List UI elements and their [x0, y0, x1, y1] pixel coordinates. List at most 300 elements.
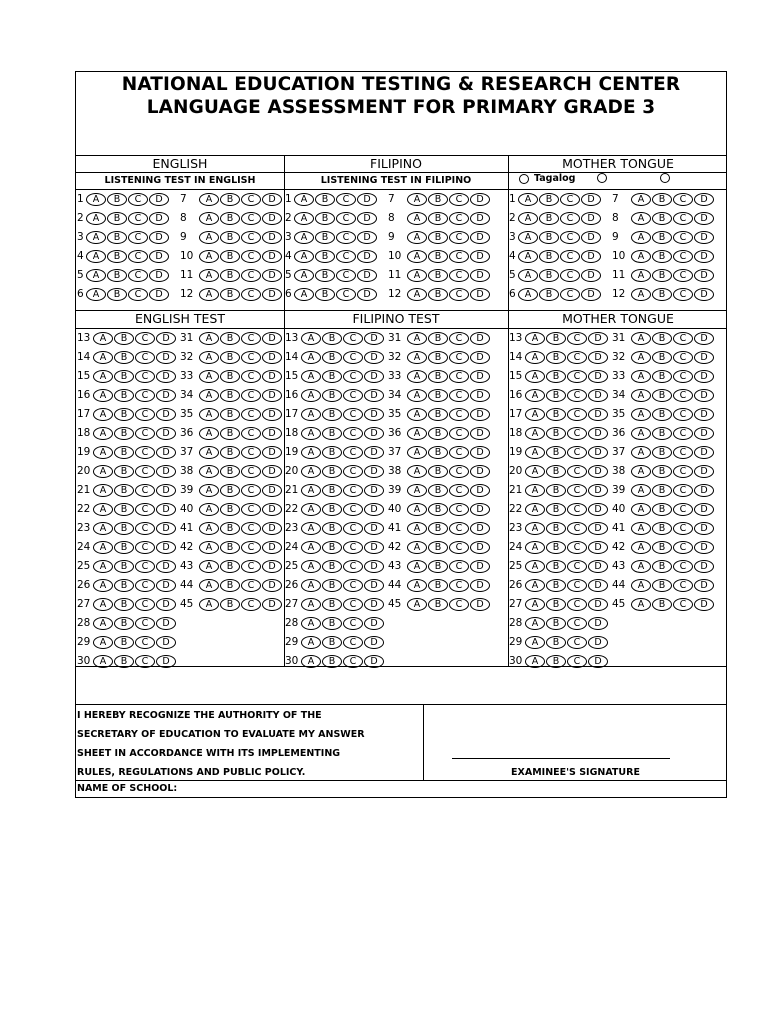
answer-bubble-d[interactable]: D — [588, 541, 608, 554]
answer-bubble-a[interactable]: A — [199, 288, 219, 301]
answer-bubble-c[interactable]: C — [567, 541, 587, 554]
answer-bubble-d[interactable]: D — [364, 427, 384, 440]
answer-bubble-a[interactable]: A — [518, 231, 538, 244]
answer-bubble-b[interactable]: B — [539, 288, 559, 301]
answer-bubble-d[interactable]: D — [156, 408, 176, 421]
answer-bubble-b[interactable]: B — [322, 427, 342, 440]
answer-bubble-c[interactable]: C — [560, 269, 580, 282]
answer-bubble-c[interactable]: C — [241, 288, 261, 301]
answer-bubble-a[interactable]: A — [199, 351, 219, 364]
answer-bubble-a[interactable]: A — [525, 427, 545, 440]
answer-bubble-c[interactable]: C — [336, 250, 356, 263]
answer-bubble-b[interactable]: B — [322, 636, 342, 649]
answer-bubble-d[interactable]: D — [588, 389, 608, 402]
answer-bubble-b[interactable]: B — [220, 389, 240, 402]
answer-bubble-c[interactable]: C — [449, 427, 469, 440]
answer-bubble-c[interactable]: C — [241, 465, 261, 478]
answer-bubble-a[interactable]: A — [93, 332, 113, 345]
answer-bubble-c[interactable]: C — [241, 250, 261, 263]
answer-bubble-c[interactable]: C — [241, 560, 261, 573]
answer-bubble-d[interactable]: D — [470, 193, 490, 206]
answer-bubble-a[interactable]: A — [199, 427, 219, 440]
answer-bubble-c[interactable]: C — [449, 579, 469, 592]
answer-bubble-d[interactable]: D — [156, 446, 176, 459]
answer-bubble-d[interactable]: D — [262, 484, 282, 497]
answer-bubble-c[interactable]: C — [673, 541, 693, 554]
answer-bubble-a[interactable]: A — [525, 370, 545, 383]
answer-bubble-c[interactable]: C — [241, 212, 261, 225]
answer-bubble-c[interactable]: C — [673, 370, 693, 383]
answer-bubble-a[interactable]: A — [518, 250, 538, 263]
answer-bubble-c[interactable]: C — [241, 522, 261, 535]
answer-bubble-a[interactable]: A — [301, 427, 321, 440]
answer-bubble-c[interactable]: C — [128, 288, 148, 301]
answer-bubble-a[interactable]: A — [93, 351, 113, 364]
answer-bubble-c[interactable]: C — [135, 598, 155, 611]
answer-bubble-a[interactable]: A — [93, 617, 113, 630]
answer-bubble-d[interactable]: D — [357, 269, 377, 282]
answer-bubble-d[interactable]: D — [149, 269, 169, 282]
answer-bubble-c[interactable]: C — [567, 446, 587, 459]
answer-bubble-d[interactable]: D — [470, 408, 490, 421]
answer-bubble-a[interactable]: A — [407, 370, 427, 383]
answer-bubble-d[interactable]: D — [581, 212, 601, 225]
answer-bubble-c[interactable]: C — [567, 636, 587, 649]
answer-bubble-b[interactable]: B — [322, 522, 342, 535]
answer-bubble-b[interactable]: B — [546, 522, 566, 535]
answer-bubble-d[interactable]: D — [694, 408, 714, 421]
answer-bubble-d[interactable]: D — [581, 231, 601, 244]
answer-bubble-a[interactable]: A — [631, 231, 651, 244]
answer-bubble-b[interactable]: B — [220, 288, 240, 301]
answer-bubble-c[interactable]: C — [449, 212, 469, 225]
answer-bubble-b[interactable]: B — [114, 617, 134, 630]
answer-bubble-a[interactable]: A — [199, 541, 219, 554]
answer-bubble-d[interactable]: D — [694, 465, 714, 478]
answer-bubble-a[interactable]: A — [407, 389, 427, 402]
answer-bubble-d[interactable]: D — [694, 427, 714, 440]
answer-bubble-c[interactable]: C — [241, 598, 261, 611]
answer-bubble-b[interactable]: B — [322, 465, 342, 478]
answer-bubble-c[interactable]: C — [241, 446, 261, 459]
answer-bubble-a[interactable]: A — [525, 579, 545, 592]
answer-bubble-b[interactable]: B — [546, 427, 566, 440]
answer-bubble-a[interactable]: A — [199, 332, 219, 345]
answer-bubble-d[interactable]: D — [262, 231, 282, 244]
answer-bubble-d[interactable]: D — [694, 250, 714, 263]
answer-bubble-d[interactable]: D — [588, 351, 608, 364]
answer-bubble-d[interactable]: D — [156, 541, 176, 554]
answer-bubble-c[interactable]: C — [343, 351, 363, 364]
answer-bubble-b[interactable]: B — [114, 541, 134, 554]
answer-bubble-a[interactable]: A — [407, 288, 427, 301]
answer-bubble-d[interactable]: D — [156, 617, 176, 630]
answer-bubble-c[interactable]: C — [336, 269, 356, 282]
answer-bubble-d[interactable]: D — [470, 231, 490, 244]
answer-bubble-a[interactable]: A — [631, 503, 651, 516]
answer-bubble-b[interactable]: B — [652, 503, 672, 516]
answer-bubble-d[interactable]: D — [694, 560, 714, 573]
answer-bubble-d[interactable]: D — [470, 579, 490, 592]
answer-bubble-a[interactable]: A — [525, 636, 545, 649]
answer-bubble-a[interactable]: A — [631, 193, 651, 206]
answer-bubble-c[interactable]: C — [449, 465, 469, 478]
answer-bubble-a[interactable]: A — [199, 579, 219, 592]
answer-bubble-d[interactable]: D — [694, 332, 714, 345]
answer-bubble-c[interactable]: C — [135, 636, 155, 649]
answer-bubble-c[interactable]: C — [128, 212, 148, 225]
answer-bubble-a[interactable]: A — [518, 193, 538, 206]
answer-bubble-d[interactable]: D — [262, 193, 282, 206]
answer-bubble-c[interactable]: C — [343, 655, 363, 668]
answer-bubble-b[interactable]: B — [652, 370, 672, 383]
answer-bubble-a[interactable]: A — [93, 655, 113, 668]
answer-bubble-b[interactable]: B — [322, 446, 342, 459]
answer-bubble-b[interactable]: B — [428, 193, 448, 206]
answer-bubble-d[interactable]: D — [694, 351, 714, 364]
answer-bubble-a[interactable]: A — [301, 370, 321, 383]
answer-bubble-c[interactable]: C — [343, 370, 363, 383]
answer-bubble-b[interactable]: B — [428, 332, 448, 345]
answer-bubble-b[interactable]: B — [652, 598, 672, 611]
answer-bubble-a[interactable]: A — [301, 446, 321, 459]
answer-bubble-b[interactable]: B — [428, 484, 448, 497]
answer-bubble-d[interactable]: D — [364, 579, 384, 592]
answer-bubble-b[interactable]: B — [315, 212, 335, 225]
answer-bubble-c[interactable]: C — [567, 503, 587, 516]
answer-bubble-a[interactable]: A — [301, 351, 321, 364]
answer-bubble-c[interactable]: C — [449, 351, 469, 364]
answer-bubble-d[interactable]: D — [470, 598, 490, 611]
answer-bubble-a[interactable]: A — [301, 465, 321, 478]
answer-bubble-c[interactable]: C — [449, 332, 469, 345]
answer-bubble-b[interactable]: B — [428, 446, 448, 459]
answer-bubble-a[interactable]: A — [199, 560, 219, 573]
answer-bubble-d[interactable]: D — [364, 370, 384, 383]
answer-bubble-b[interactable]: B — [220, 332, 240, 345]
answer-bubble-d[interactable]: D — [364, 351, 384, 364]
answer-bubble-c[interactable]: C — [560, 250, 580, 263]
answer-bubble-a[interactable]: A — [525, 598, 545, 611]
answer-bubble-b[interactable]: B — [652, 408, 672, 421]
answer-bubble-a[interactable]: A — [631, 427, 651, 440]
answer-bubble-c[interactable]: C — [241, 370, 261, 383]
answer-bubble-d[interactable]: D — [156, 503, 176, 516]
answer-bubble-b[interactable]: B — [428, 351, 448, 364]
answer-bubble-b[interactable]: B — [652, 541, 672, 554]
answer-bubble-a[interactable]: A — [631, 598, 651, 611]
answer-bubble-c[interactable]: C — [673, 408, 693, 421]
answer-bubble-b[interactable]: B — [652, 193, 672, 206]
answer-bubble-a[interactable]: A — [294, 288, 314, 301]
answer-bubble-c[interactable]: C — [135, 332, 155, 345]
answer-bubble-b[interactable]: B — [220, 351, 240, 364]
answer-bubble-b[interactable]: B — [114, 408, 134, 421]
answer-bubble-d[interactable]: D — [470, 522, 490, 535]
answer-bubble-d[interactable]: D — [364, 389, 384, 402]
answer-bubble-d[interactable]: D — [262, 269, 282, 282]
answer-bubble-a[interactable]: A — [93, 541, 113, 554]
answer-bubble-b[interactable]: B — [652, 465, 672, 478]
answer-bubble-b[interactable]: B — [428, 370, 448, 383]
answer-bubble-c[interactable]: C — [343, 560, 363, 573]
answer-bubble-a[interactable]: A — [631, 288, 651, 301]
answer-bubble-d[interactable]: D — [588, 427, 608, 440]
answer-bubble-c[interactable]: C — [336, 212, 356, 225]
answer-bubble-c[interactable]: C — [135, 351, 155, 364]
answer-bubble-a[interactable]: A — [86, 193, 106, 206]
answer-bubble-c[interactable]: C — [560, 288, 580, 301]
answer-bubble-b[interactable]: B — [107, 288, 127, 301]
answer-bubble-a[interactable]: A — [407, 522, 427, 535]
answer-bubble-d[interactable]: D — [694, 541, 714, 554]
answer-bubble-a[interactable]: A — [294, 269, 314, 282]
answer-bubble-d[interactable]: D — [588, 560, 608, 573]
answer-bubble-a[interactable]: A — [407, 231, 427, 244]
answer-bubble-b[interactable]: B — [220, 598, 240, 611]
answer-bubble-a[interactable]: A — [518, 288, 538, 301]
answer-bubble-a[interactable]: A — [199, 250, 219, 263]
answer-bubble-a[interactable]: A — [294, 212, 314, 225]
answer-bubble-d[interactable]: D — [262, 351, 282, 364]
answer-bubble-d[interactable]: D — [262, 522, 282, 535]
answer-bubble-b[interactable]: B — [428, 288, 448, 301]
answer-bubble-c[interactable]: C — [673, 522, 693, 535]
answer-bubble-d[interactable]: D — [364, 484, 384, 497]
answer-bubble-d[interactable]: D — [694, 370, 714, 383]
answer-bubble-a[interactable]: A — [525, 655, 545, 668]
answer-bubble-a[interactable]: A — [199, 389, 219, 402]
answer-bubble-c[interactable]: C — [449, 370, 469, 383]
answer-bubble-d[interactable]: D — [364, 541, 384, 554]
answer-bubble-d[interactable]: D — [357, 212, 377, 225]
answer-bubble-a[interactable]: A — [93, 560, 113, 573]
answer-bubble-a[interactable]: A — [525, 465, 545, 478]
answer-bubble-c[interactable]: C — [567, 484, 587, 497]
answer-bubble-d[interactable]: D — [470, 484, 490, 497]
answer-bubble-a[interactable]: A — [93, 598, 113, 611]
answer-bubble-a[interactable]: A — [407, 351, 427, 364]
answer-bubble-d[interactable]: D — [588, 370, 608, 383]
answer-bubble-c[interactable]: C — [673, 332, 693, 345]
answer-bubble-b[interactable]: B — [539, 193, 559, 206]
answer-bubble-a[interactable]: A — [86, 288, 106, 301]
answer-bubble-b[interactable]: B — [652, 389, 672, 402]
answer-bubble-d[interactable]: D — [156, 427, 176, 440]
answer-bubble-a[interactable]: A — [407, 579, 427, 592]
answer-bubble-d[interactable]: D — [588, 617, 608, 630]
answer-bubble-d[interactable]: D — [470, 465, 490, 478]
answer-bubble-d[interactable]: D — [694, 579, 714, 592]
answer-bubble-d[interactable]: D — [470, 560, 490, 573]
answer-bubble-c[interactable]: C — [449, 522, 469, 535]
answer-bubble-d[interactable]: D — [588, 332, 608, 345]
answer-bubble-b[interactable]: B — [546, 446, 566, 459]
answer-bubble-b[interactable]: B — [652, 427, 672, 440]
answer-bubble-a[interactable]: A — [407, 560, 427, 573]
answer-bubble-a[interactable]: A — [525, 503, 545, 516]
answer-bubble-b[interactable]: B — [546, 370, 566, 383]
answer-bubble-a[interactable]: A — [93, 484, 113, 497]
answer-bubble-a[interactable]: A — [525, 617, 545, 630]
answer-bubble-a[interactable]: A — [525, 560, 545, 573]
answer-bubble-a[interactable]: A — [301, 408, 321, 421]
answer-bubble-c[interactable]: C — [135, 389, 155, 402]
answer-bubble-c[interactable]: C — [449, 288, 469, 301]
answer-bubble-b[interactable]: B — [539, 231, 559, 244]
answer-bubble-d[interactable]: D — [470, 389, 490, 402]
answer-bubble-b[interactable]: B — [315, 193, 335, 206]
answer-bubble-b[interactable]: B — [114, 522, 134, 535]
answer-bubble-d[interactable]: D — [470, 288, 490, 301]
answer-bubble-b[interactable]: B — [546, 541, 566, 554]
answer-bubble-a[interactable]: A — [294, 193, 314, 206]
answer-bubble-c[interactable]: C — [560, 231, 580, 244]
answer-bubble-b[interactable]: B — [220, 370, 240, 383]
answer-bubble-c[interactable]: C — [135, 465, 155, 478]
answer-bubble-a[interactable]: A — [301, 598, 321, 611]
answer-bubble-c[interactable]: C — [135, 408, 155, 421]
answer-bubble-b[interactable]: B — [114, 465, 134, 478]
answer-bubble-a[interactable]: A — [86, 212, 106, 225]
answer-bubble-d[interactable]: D — [470, 503, 490, 516]
answer-bubble-b[interactable]: B — [114, 332, 134, 345]
answer-bubble-d[interactable]: D — [149, 193, 169, 206]
answer-bubble-d[interactable]: D — [581, 288, 601, 301]
answer-bubble-a[interactable]: A — [631, 212, 651, 225]
answer-bubble-a[interactable]: A — [518, 212, 538, 225]
answer-bubble-b[interactable]: B — [546, 655, 566, 668]
answer-bubble-a[interactable]: A — [86, 231, 106, 244]
answer-bubble-d[interactable]: D — [364, 560, 384, 573]
answer-bubble-d[interactable]: D — [470, 427, 490, 440]
answer-bubble-b[interactable]: B — [652, 231, 672, 244]
answer-bubble-b[interactable]: B — [107, 250, 127, 263]
answer-bubble-b[interactable]: B — [652, 288, 672, 301]
answer-bubble-b[interactable]: B — [315, 250, 335, 263]
answer-bubble-d[interactable]: D — [364, 598, 384, 611]
answer-bubble-b[interactable]: B — [539, 269, 559, 282]
answer-bubble-c[interactable]: C — [449, 446, 469, 459]
answer-bubble-c[interactable]: C — [449, 408, 469, 421]
answer-bubble-c[interactable]: C — [241, 541, 261, 554]
answer-bubble-b[interactable]: B — [220, 408, 240, 421]
answer-bubble-a[interactable]: A — [199, 446, 219, 459]
answer-bubble-d[interactable]: D — [588, 465, 608, 478]
answer-bubble-a[interactable]: A — [199, 370, 219, 383]
answer-bubble-b[interactable]: B — [107, 231, 127, 244]
answer-bubble-d[interactable]: D — [470, 370, 490, 383]
answer-bubble-a[interactable]: A — [301, 332, 321, 345]
answer-bubble-d[interactable]: D — [470, 351, 490, 364]
answer-bubble-b[interactable]: B — [114, 598, 134, 611]
answer-bubble-d[interactable]: D — [694, 212, 714, 225]
answer-bubble-a[interactable]: A — [199, 231, 219, 244]
answer-bubble-b[interactable]: B — [322, 503, 342, 516]
answer-bubble-b[interactable]: B — [428, 598, 448, 611]
answer-bubble-d[interactable]: D — [156, 560, 176, 573]
answer-bubble-c[interactable]: C — [449, 560, 469, 573]
answer-bubble-c[interactable]: C — [567, 598, 587, 611]
answer-bubble-a[interactable]: A — [525, 389, 545, 402]
answer-bubble-c[interactable]: C — [673, 579, 693, 592]
answer-bubble-a[interactable]: A — [93, 370, 113, 383]
answer-bubble-d[interactable]: D — [262, 579, 282, 592]
answer-bubble-c[interactable]: C — [336, 193, 356, 206]
answer-bubble-b[interactable]: B — [546, 332, 566, 345]
answer-bubble-a[interactable]: A — [199, 212, 219, 225]
answer-bubble-a[interactable]: A — [631, 250, 651, 263]
answer-bubble-b[interactable]: B — [546, 408, 566, 421]
answer-bubble-b[interactable]: B — [428, 503, 448, 516]
answer-bubble-b[interactable]: B — [652, 212, 672, 225]
answer-bubble-a[interactable]: A — [518, 269, 538, 282]
answer-bubble-b[interactable]: B — [114, 503, 134, 516]
signature-line[interactable] — [452, 758, 670, 759]
answer-bubble-a[interactable]: A — [301, 560, 321, 573]
answer-bubble-c[interactable]: C — [343, 617, 363, 630]
answer-bubble-b[interactable]: B — [220, 446, 240, 459]
answer-bubble-a[interactable]: A — [407, 212, 427, 225]
answer-bubble-a[interactable]: A — [93, 579, 113, 592]
answer-bubble-a[interactable]: A — [301, 636, 321, 649]
answer-bubble-d[interactable]: D — [149, 231, 169, 244]
answer-bubble-a[interactable]: A — [631, 522, 651, 535]
answer-bubble-b[interactable]: B — [322, 560, 342, 573]
answer-bubble-b[interactable]: B — [428, 408, 448, 421]
answer-bubble-d[interactable]: D — [694, 503, 714, 516]
answer-bubble-a[interactable]: A — [407, 427, 427, 440]
answer-bubble-b[interactable]: B — [652, 269, 672, 282]
answer-bubble-a[interactable]: A — [199, 269, 219, 282]
answer-bubble-b[interactable]: B — [546, 560, 566, 573]
answer-bubble-a[interactable]: A — [301, 579, 321, 592]
answer-bubble-b[interactable]: B — [322, 598, 342, 611]
answer-bubble-a[interactable]: A — [407, 446, 427, 459]
answer-bubble-c[interactable]: C — [343, 408, 363, 421]
answer-bubble-a[interactable]: A — [631, 541, 651, 554]
answer-bubble-d[interactable]: D — [364, 332, 384, 345]
answer-bubble-d[interactable]: D — [357, 193, 377, 206]
answer-bubble-c[interactable]: C — [241, 351, 261, 364]
answer-bubble-c[interactable]: C — [241, 193, 261, 206]
answer-bubble-d[interactable]: D — [262, 446, 282, 459]
answer-bubble-d[interactable]: D — [262, 370, 282, 383]
answer-bubble-a[interactable]: A — [301, 389, 321, 402]
answer-bubble-b[interactable]: B — [220, 560, 240, 573]
answer-bubble-b[interactable]: B — [428, 465, 448, 478]
answer-bubble-a[interactable]: A — [525, 332, 545, 345]
answer-bubble-b[interactable]: B — [322, 617, 342, 630]
answer-bubble-a[interactable]: A — [407, 269, 427, 282]
answer-bubble-d[interactable]: D — [262, 598, 282, 611]
answer-bubble-a[interactable]: A — [199, 465, 219, 478]
answer-bubble-c[interactable]: C — [567, 351, 587, 364]
answer-bubble-c[interactable]: C — [560, 193, 580, 206]
answer-bubble-a[interactable]: A — [407, 484, 427, 497]
answer-bubble-a[interactable]: A — [407, 598, 427, 611]
answer-bubble-d[interactable]: D — [262, 212, 282, 225]
answer-bubble-c[interactable]: C — [567, 522, 587, 535]
answer-bubble-b[interactable]: B — [322, 579, 342, 592]
answer-bubble-d[interactable]: D — [357, 250, 377, 263]
answer-bubble-d[interactable]: D — [694, 484, 714, 497]
answer-bubble-d[interactable]: D — [470, 332, 490, 345]
answer-bubble-c[interactable]: C — [673, 351, 693, 364]
answer-bubble-a[interactable]: A — [93, 503, 113, 516]
answer-bubble-c[interactable]: C — [673, 389, 693, 402]
answer-bubble-d[interactable]: D — [262, 427, 282, 440]
